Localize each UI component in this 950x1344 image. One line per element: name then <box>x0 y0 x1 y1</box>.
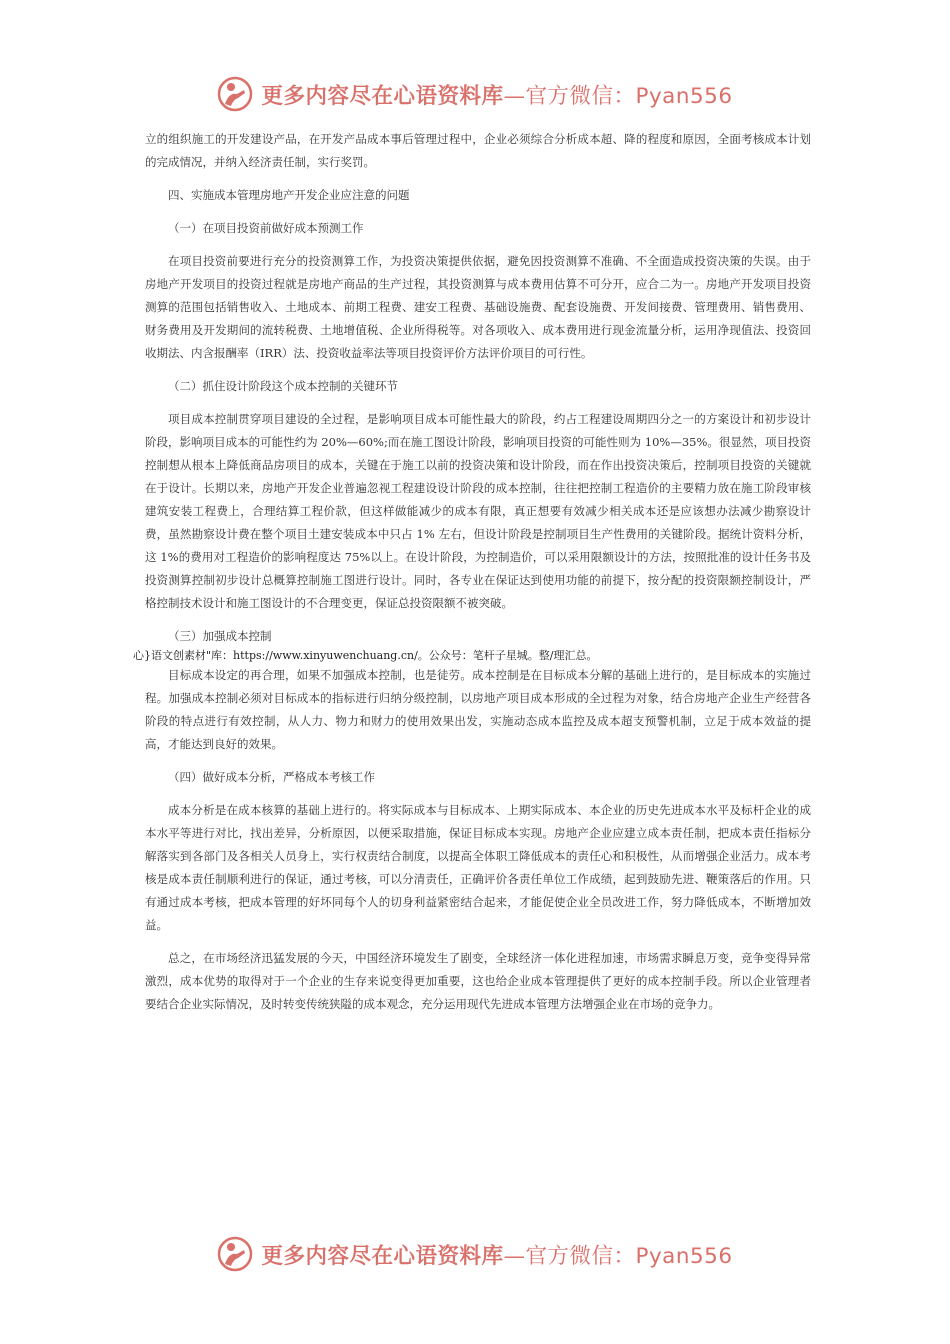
subsection-body-3: 目标成本设定的再合理，如果不加强成本控制，也是徒劳。成本控制是在目标成本分解的基础上进行的，是目标成本的实施过程。加强成本控制必须对目标成本的指标进行归纳分级控制，以房地产项目成本形成的全过程为对象，结合房地产企业生产经营各阶段的特点进行有效控制，从人力、物力和财力的使用效果出发，实施动态成本监控及成本超支预警机制，立足于成本效益的提高，才能达到良好的效果。 <box>145 668 811 751</box>
footer-banner <box>0 1232 950 1276</box>
subsection-heading-1: （一）在项目投资前做好成本预测工作 <box>168 221 364 235</box>
reading-person-logo-icon <box>217 1236 253 1272</box>
document-body <box>133 128 811 1026</box>
subsection-body-2: 项目成本控制贯穿项目建设的全过程，是影响项目成本可能性最大的阶段，约占工程建设周期四分之一的方案设计和初步设计阶段，影响项目成本的可能性约为 20%—60%;而在施工图设计阶段，影响项目投资的可能性则为 10%—35%。很显然，项目投资控制想从根本上降低商品房项目的成本，关键在于施工以前的投资决策和设计阶段，而在作出投资决策后，控制项目投资的关键就在于设计。长期以来，房地产开发企业普遍忽视工程建设设计阶段的成本控制，往往把控制工程造价的主要精力放在施工阶段审核建筑安装工程费上，合理结算工程价款，但这样做能减少的成本有限，真正想要有效减少相关成本还是应该想办法减少勘察设计费，虽然勘察设计费在整个项目土建安装成本中只占 1% 左右，但设计阶段是控制项目生产性费用的关键阶段。据统计资料分析，这 1%的费用对工程造价的影响程度达 75%以上。在设计阶段，为控制造价，可以采用限额设计的方法，按照批准的设计任务书及投资测算控制初步设计总概算控制施工图进行设计。同时，各专业在保证达到使用功能的前提下，按分配的投资限额控制设计，严格控制技术设计和施工图设计的不合理变更，保证总投资限额不被突破。 <box>145 412 811 610</box>
paragraph-intro: 立的组织施工的开发建设产品，在开发产品成本事后管理过程中，企业必须综合分析成本超、降的程度和原因，全面考核成本计划的完成情况，并纳入经济责任制，实行奖罚。 <box>145 132 811 169</box>
footer-banner-text: 更多内容尽在心语资料库—官方微信：Pyan556 <box>261 1243 733 1269</box>
header-banner-text: 更多内容尽在心语资料库—官方微信：Pyan556 <box>261 83 733 109</box>
subsection-heading-3: （三）加强成本控制 <box>168 629 272 643</box>
conclusion-paragraph: 总之，在市场经济迅猛发展的今天，中国经济环境发生了剧变，全球经济一体化进程加速，市场需求瞬息万变，竞争变得异常激烈，成本优势的取得对于一个企业的生存来说变得更加重要，这也给企业成本管理提供了更好的成本控制手段。所以企业管理者要结合企业实际情况，及时转变传统狭隘的成本观念，充分运用现代先进成本管理方法增强企业在市场的竞争力。 <box>145 951 811 1011</box>
subsection-heading-4: （四）做好成本分析，严格成本考核工作 <box>168 770 375 784</box>
watermark-line: 心}语文创素材"库：https://www.xinyuwenchuang.cn/。公众号：笔杆子星城。整/理汇总。 <box>133 649 598 662</box>
header-banner <box>0 72 950 116</box>
section-heading-4: 四、实施成本管理房地产开发企业应注意的问题 <box>168 188 410 202</box>
reading-person-logo-icon <box>217 76 253 112</box>
subsection-body-4: 成本分析是在成本核算的基础上进行的。将实际成本与目标成本、上期实际成本、本企业的历史先进成本水平及标杆企业的成本水平等进行对比，找出差异，分析原因，以便采取措施，保证目标成本实现。房地产企业应建立成本责任制，把成本责任指标分解落实到各部门及各相关人员身上，实行权责结合制度，以提高全体职工降低成本的责任心和积极性，从而增强企业活力。成本考核是成本责任制顺利进行的保证，通过考核，可以分清责任，正确评价各责任单位工作成绩，起到鼓励先进、鞭策落后的作用。只有通过成本考核，把成本管理的好坏同每个人的切身利益紧密结合起来，才能促使企业全员改进工作，努力降低成本，不断增加效益。 <box>145 803 811 932</box>
subsection-body-1: 在项目投资前要进行充分的投资测算工作，为投资决策提供依据，避免因投资测算不准确、不全面造成投资决策的失误。由于房地产开发项目的投资过程就是房地产商品的生产过程，其投资测算与成本费用估算不可分开，应合二为一。房地产开发项目投资测算的范围包括销售收入、土地成本、前期工程费、建安工程费、基础设施费、配套设施费、开发间接费、管理费用、销售费用、财务费用及开发期间的流转税费、土地增值税、企业所得税等。对各项收入、成本费用进行现金流量分析，运用净现值法、投资回收期法、内含报酬率（IRR）法、投资收益率法等项目投资评价方法评价项目的可行性。 <box>145 254 811 360</box>
subsection-heading-2: （二）抓住设计阶段这个成本控制的关键环节 <box>168 379 398 393</box>
